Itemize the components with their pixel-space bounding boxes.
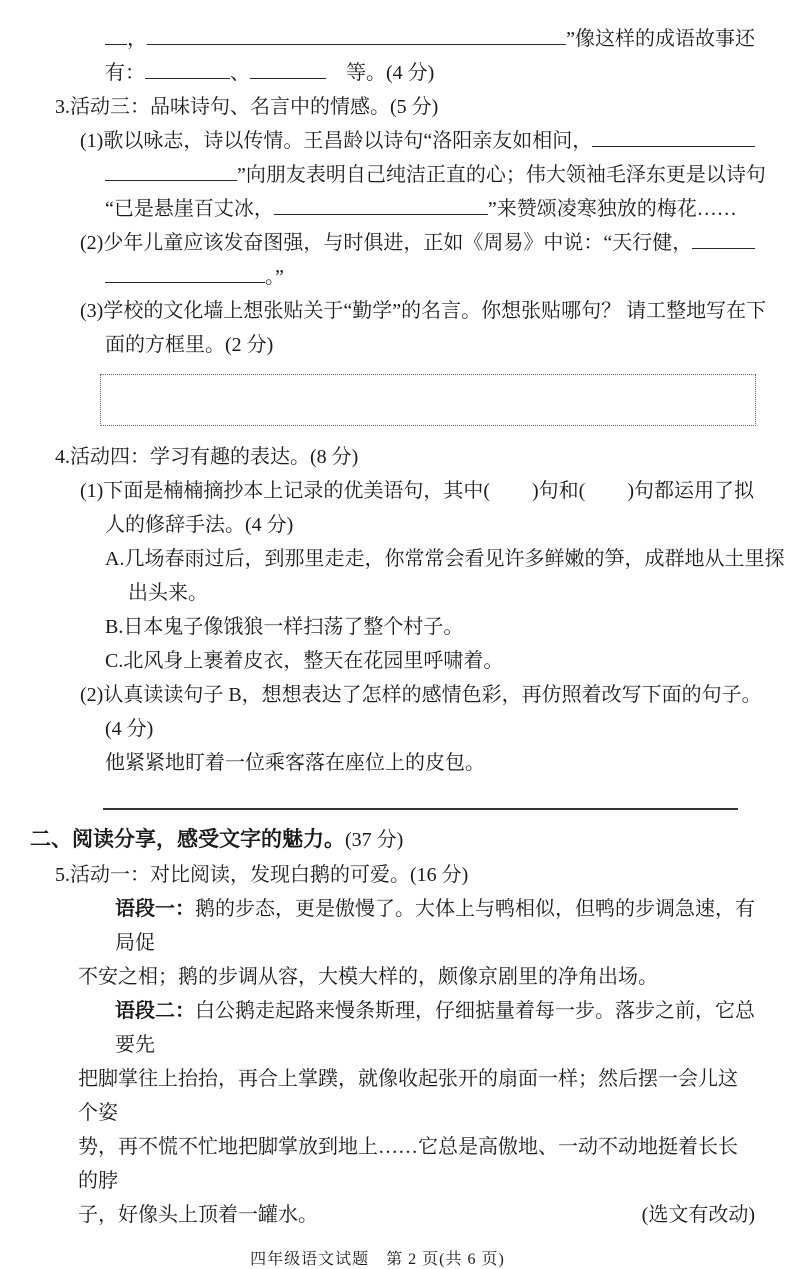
answer-blank[interactable] bbox=[692, 244, 755, 249]
passage2-line1-text: 白公鹅走起路来慢条斯理，仔细掂量着每一步。落步之前，它总要先 bbox=[115, 1000, 755, 1056]
q4-option-b bbox=[105, 610, 755, 644]
q2-line1-tail: ”像这样的成语故事还 bbox=[566, 28, 755, 50]
section-divider bbox=[103, 808, 738, 810]
q3-item3-line2 bbox=[105, 328, 755, 362]
answer-blank[interactable] bbox=[145, 74, 230, 79]
passage2-line1 bbox=[115, 994, 755, 1062]
q2-comma: ， bbox=[127, 28, 147, 50]
q4-item2-line2-text: (4 分) bbox=[105, 718, 154, 740]
answer-blank[interactable] bbox=[592, 142, 755, 147]
passage2-line3-text: 势，再不慌不忙地把脚掌放到地上……它总是高傲地、一动不动地挺着长长的脖 bbox=[78, 1136, 738, 1192]
q3-item3-line2-text: 面的方框里。(2 分) bbox=[105, 334, 274, 356]
q3-item2-line1-text: (2)少年儿童应该发奋图强，与时俱进，正如《周易》中说：“天行健， bbox=[80, 232, 693, 254]
q3-item2-line2-text: 。” bbox=[265, 266, 284, 288]
q4-option-a-text: A.几场春雨过后，到那里走走，你常常会看见许多鲜嫩的笋，成群地从土里探 bbox=[105, 548, 785, 570]
passage1-line1-text: 鹅的步态，更是傲慢了。大体上与鸭相似，但鸭的步调急速，有局促 bbox=[115, 898, 755, 954]
answer-blank[interactable] bbox=[274, 210, 488, 215]
q3-item1-line1 bbox=[80, 124, 755, 158]
passage1-line2-text: 不安之相；鹅的步调从容，大模大样的，颇像京剧里的净角出场。 bbox=[78, 966, 658, 988]
q4-item1-line1-c: )句都运用了拟 bbox=[627, 480, 754, 502]
passage2-line4 bbox=[78, 1198, 755, 1232]
passage2-line3 bbox=[78, 1130, 755, 1198]
q4-item1-line2 bbox=[105, 508, 755, 542]
q4-item2-line1 bbox=[80, 678, 762, 712]
passage2-label: 语段二： bbox=[115, 1000, 195, 1022]
q3-item3-line1-text: (3)学校的文化墙上想张贴关于“勤学”的名言。你想张贴哪句？ 请工整地写在下 bbox=[80, 300, 767, 322]
passage1-label: 语段一： bbox=[115, 898, 195, 920]
q4-item2-sentence bbox=[105, 746, 755, 780]
q3-item1-line3-post: ”来赞颂凌寒独放的梅花…… bbox=[487, 198, 737, 220]
q3-item1-line2-text: ”向朋友表明自己纯洁正直的心；伟大领袖毛泽东更是以诗句 bbox=[237, 164, 766, 186]
section2-score: (37 分) bbox=[345, 829, 404, 851]
q2-line2-pre: 有： bbox=[105, 62, 145, 84]
passage2-source-note: (选文有改动) bbox=[641, 1204, 755, 1226]
q3-title bbox=[55, 90, 755, 124]
section2-title bbox=[30, 822, 755, 858]
q5-title bbox=[55, 858, 755, 892]
q3-title-text: 3.活动三：品味诗句、名言中的情感。(5 分) bbox=[55, 96, 439, 118]
q4-item2-line1-text: (2)认真读读句子 B，想想表达了怎样的感情色彩，再仿照着改写下面的句子。 bbox=[80, 684, 762, 706]
q3-item1-line3 bbox=[105, 192, 755, 226]
q4-option-a-line1 bbox=[105, 542, 785, 576]
answer-blank[interactable] bbox=[105, 176, 237, 181]
q4-title bbox=[55, 440, 755, 474]
q4-item1-line1-b: )句和( bbox=[531, 480, 586, 502]
q3-item1-line2 bbox=[105, 158, 766, 192]
q2-line2-tail: 等。(4 分) bbox=[346, 62, 435, 84]
q2-blank-line-2 bbox=[105, 56, 755, 90]
q3-item3-line1 bbox=[80, 294, 767, 328]
q4-option-a-text2: 出头来。 bbox=[128, 582, 208, 604]
q5-title-text: 5.活动一：对比阅读，发现白鹅的可爱。(16 分) bbox=[55, 864, 469, 886]
answer-blank[interactable] bbox=[250, 74, 326, 79]
passage1-line1 bbox=[115, 892, 755, 960]
q2-blank-line-1 bbox=[105, 22, 755, 56]
q3-item2-line2 bbox=[105, 260, 755, 294]
q4-option-c bbox=[105, 644, 755, 678]
passage2-line2-text: 把脚掌往上抬抬，再合上掌蹼，就像收起张开的扇面一样；然后摆一会儿这个姿 bbox=[78, 1068, 738, 1124]
page-footer-text: 四年级语文试题 第 2 页(共 6 页) bbox=[250, 1251, 505, 1268]
q4-option-b-text: B.日本鬼子像饿狼一样扫荡了整个村子。 bbox=[105, 616, 464, 638]
answer-blank[interactable] bbox=[147, 40, 566, 45]
passage2-line4-text: 子，好像头上顶着一罐水。 bbox=[78, 1204, 318, 1226]
q4-item1-line1-a: (1)下面是楠楠摘抄本上记录的优美语句，其中( bbox=[80, 480, 490, 502]
q3-item2-line1 bbox=[80, 226, 755, 260]
q4-option-a-line2 bbox=[128, 576, 755, 610]
passage2-line2 bbox=[78, 1062, 755, 1130]
q4-title-text: 4.活动四：学习有趣的表达。(8 分) bbox=[55, 446, 359, 468]
passage1-line2 bbox=[78, 960, 755, 994]
q4-item1-line1 bbox=[80, 474, 755, 508]
q4-item2-sentence-text: 他紧紧地盯着一位乘客落在座位上的皮包。 bbox=[105, 752, 485, 774]
q2-line2-sep: 、 bbox=[230, 62, 250, 84]
q4-item1-line2-text: 人的修辞手法。(4 分) bbox=[105, 514, 294, 536]
q4-option-c-text: C.北风身上裹着皮衣，整天在花园里呼啸着。 bbox=[105, 650, 504, 672]
page-footer bbox=[0, 1246, 755, 1269]
q4-item2-line2 bbox=[105, 712, 755, 746]
q3-item1-line3-pre: “已是悬崖百丈冰， bbox=[105, 198, 274, 220]
famous-quote-write-box[interactable] bbox=[100, 374, 756, 426]
section2-title-text: 二、阅读分享，感受文字的魅力。 bbox=[30, 828, 345, 851]
answer-blank[interactable] bbox=[105, 40, 127, 45]
answer-blank[interactable] bbox=[105, 278, 265, 283]
q3-item1-line1-text: (1)歌以咏志，诗以传情。王昌龄以诗句“洛阳亲友如相问， bbox=[80, 130, 593, 152]
